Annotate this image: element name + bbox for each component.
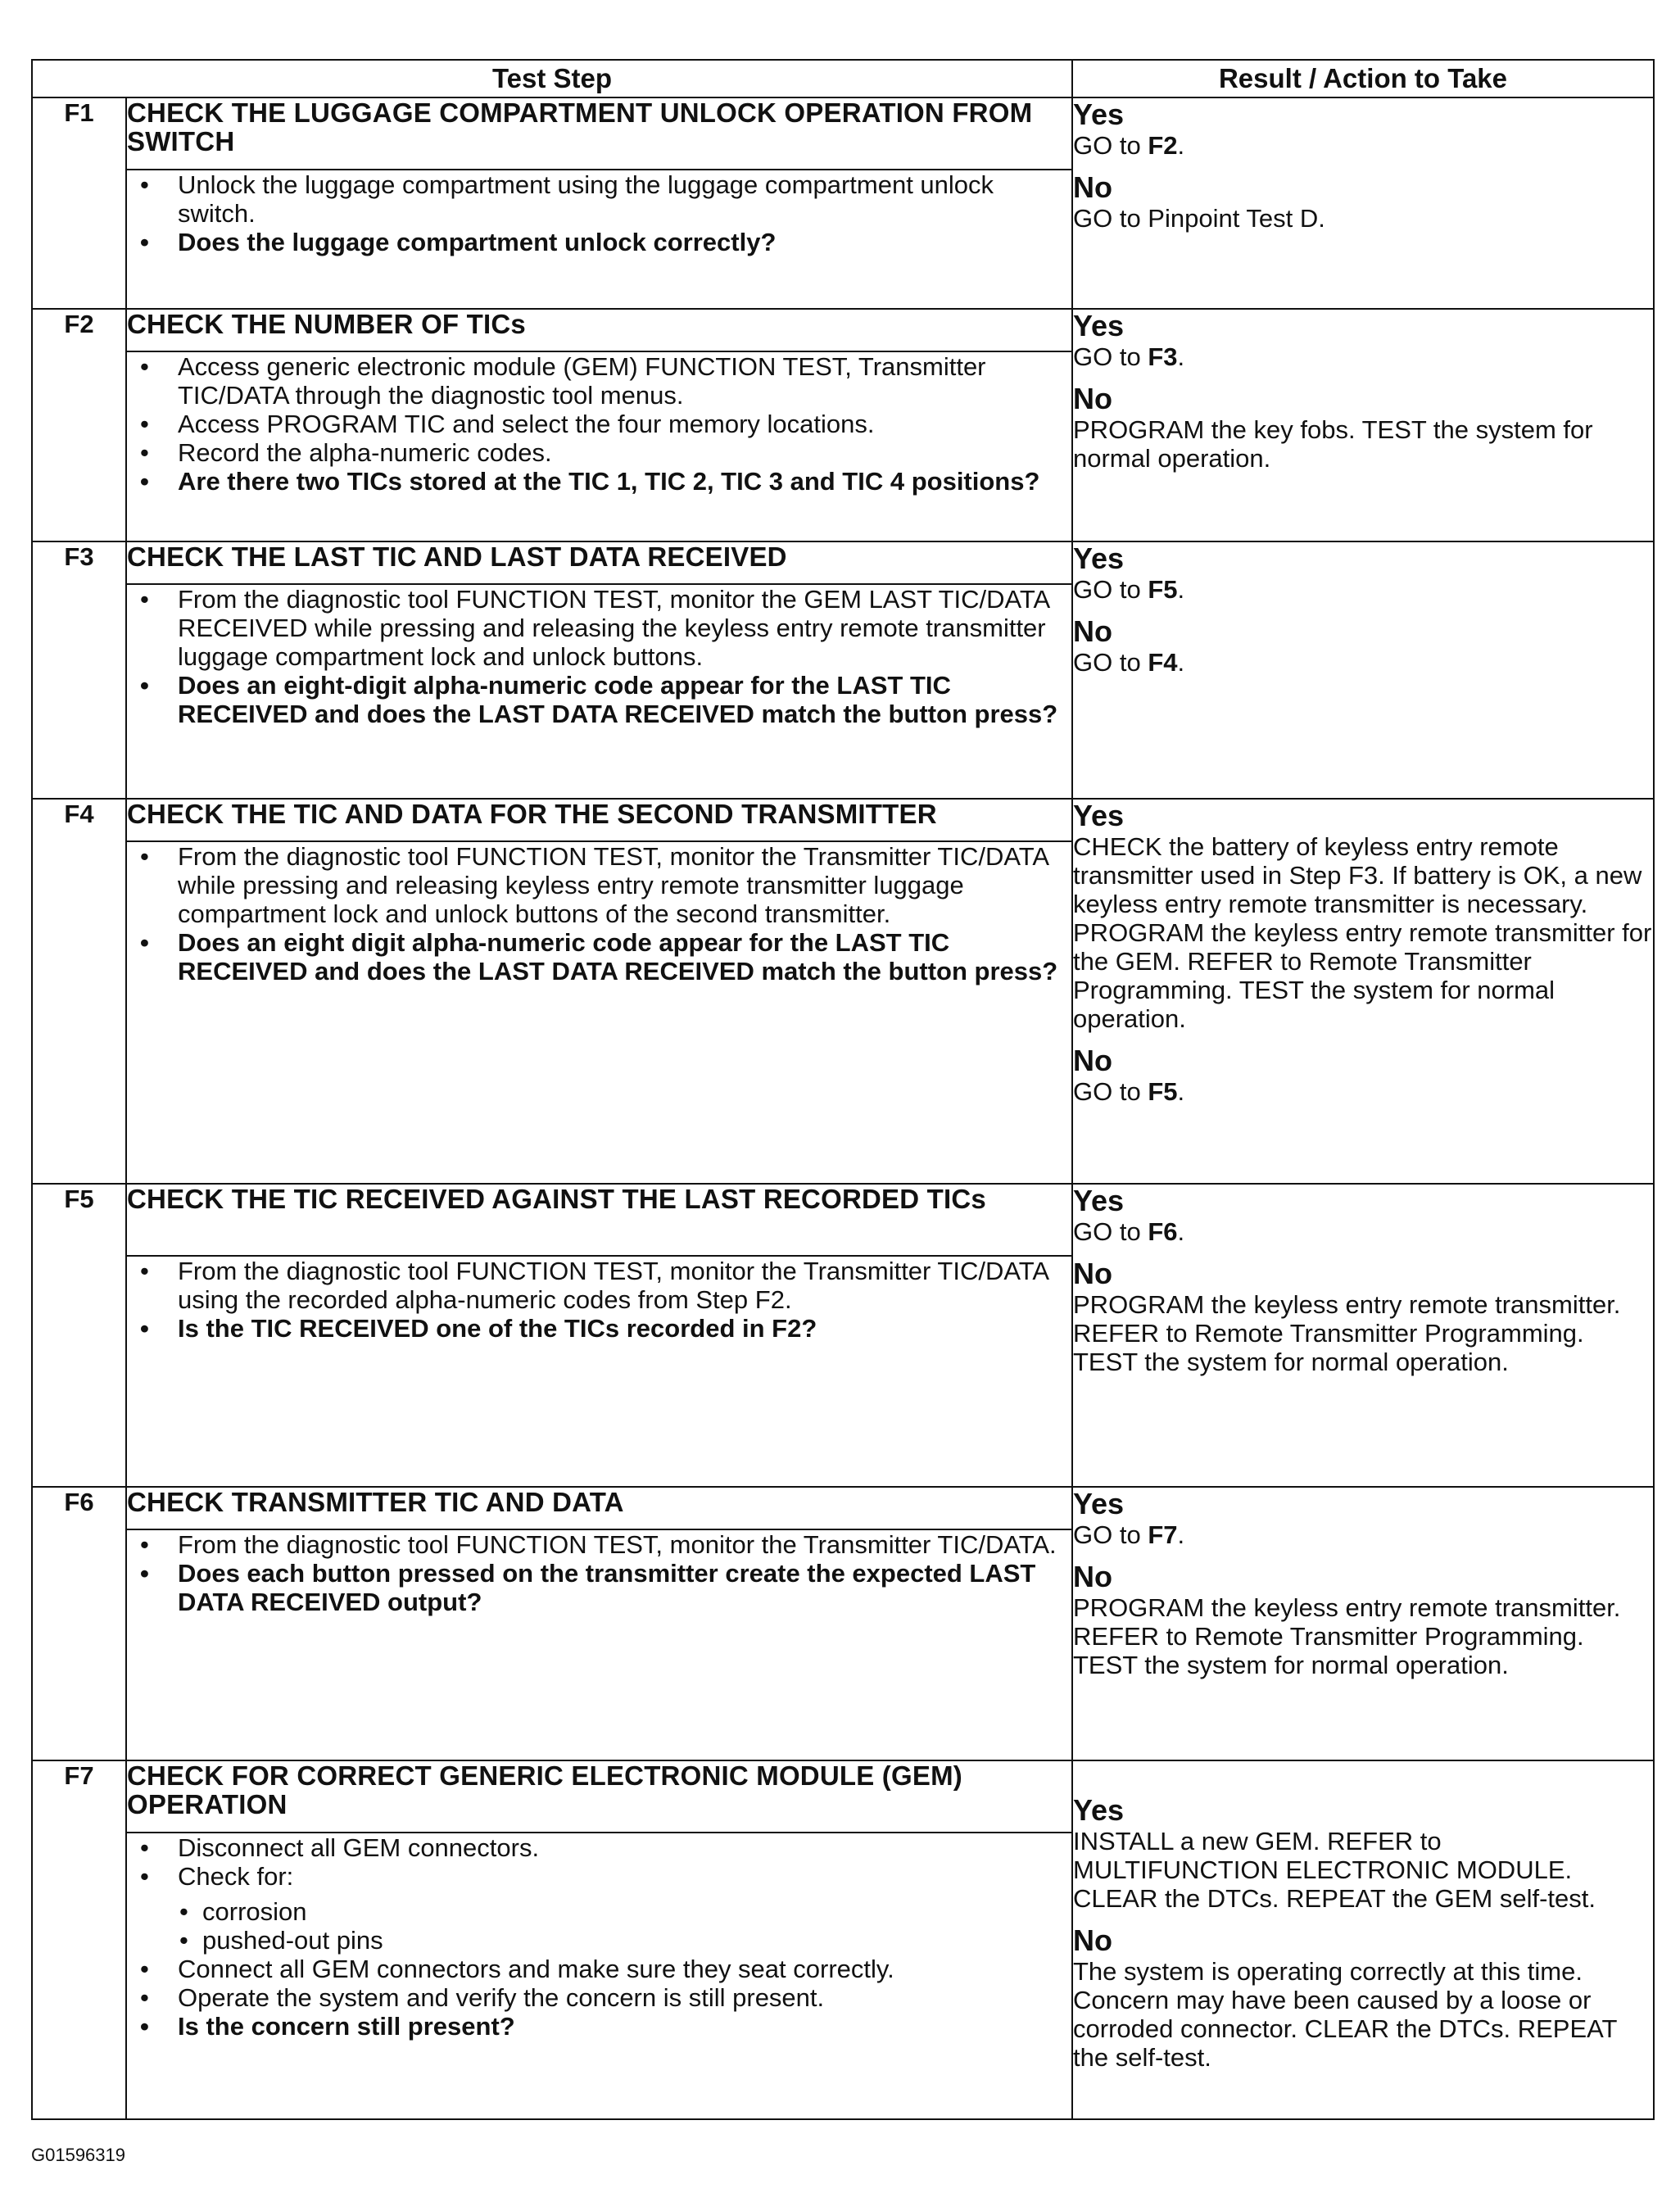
step-result bbox=[1072, 309, 1654, 541]
step-title-row bbox=[32, 1184, 1654, 1256]
result-yes-action: CHECK the battery of keyless entry remote transmitter used in Step F3. If battery is OK, a new keyless entry remote transmitter is necessary. PROGRAM the keyless entry remote transmitter for the GEM. REFER to Remote Transmitter Programming. TEST the system for normal operation. bbox=[1073, 832, 1652, 1033]
step-instructions bbox=[126, 351, 1072, 541]
step-question bbox=[127, 671, 1071, 728]
step-result bbox=[1072, 1760, 1654, 2119]
sub-bullet: • corrosion bbox=[178, 1897, 1071, 1926]
step-question bbox=[127, 928, 1071, 985]
result-yes-punct: . bbox=[1177, 131, 1185, 160]
steps-body bbox=[32, 97, 1654, 2119]
bullet-text: From the diagnostic tool FUNCTION TEST, monitor the Transmitter TIC/DATA. bbox=[178, 1530, 1057, 1559]
step-title-row bbox=[32, 309, 1654, 351]
result-no-punct: . bbox=[1177, 1077, 1185, 1106]
step-bullet-list bbox=[127, 585, 1071, 728]
result-yes-label: Yes bbox=[1073, 799, 1125, 832]
step-question bbox=[127, 1314, 1071, 1343]
step-bullet bbox=[127, 352, 1071, 410]
step-question bbox=[127, 228, 1071, 256]
sub-bullet-list bbox=[178, 1897, 1071, 1955]
result-no-text bbox=[1073, 1593, 1653, 1679]
result-yes-text bbox=[1073, 575, 1653, 604]
step-title: CHECK FOR CORRECT GENERIC ELECTRONIC MODULE (GEM) OPERATION bbox=[126, 1760, 1072, 1833]
step-result bbox=[1072, 541, 1654, 799]
step-bullet-list bbox=[127, 1257, 1071, 1343]
step-bullet bbox=[127, 842, 1071, 928]
step-instructions bbox=[126, 1256, 1072, 1487]
step-bullet-list bbox=[127, 1530, 1071, 1616]
result-yes-label: Yes bbox=[1073, 1793, 1125, 1827]
result-yes-label: Yes bbox=[1073, 541, 1125, 575]
step-instructions bbox=[126, 584, 1072, 799]
result-no-action: GO to bbox=[1073, 648, 1148, 677]
step-id: F3 bbox=[32, 541, 126, 799]
result-no-label: No bbox=[1073, 614, 1112, 648]
step-bullet bbox=[127, 1530, 1071, 1559]
step-bullet bbox=[127, 1983, 1071, 2012]
result-no-punct: . bbox=[1177, 648, 1185, 677]
result-yes-text bbox=[1073, 832, 1653, 1033]
result-no-text bbox=[1073, 648, 1653, 677]
bullet-text: From the diagnostic tool FUNCTION TEST, monitor the Transmitter TIC/DATA while pressing and releasing keyless entry remote transmitter luggage compartment lock and unlock buttons of the second transmitter. bbox=[178, 842, 1048, 928]
result-yes-action: GO to bbox=[1073, 342, 1148, 371]
step-title-row bbox=[32, 97, 1654, 170]
result-yes-text bbox=[1073, 131, 1653, 160]
step-bullet-list bbox=[127, 352, 1071, 496]
result-no-ref: F5 bbox=[1148, 1077, 1178, 1106]
step-bullet bbox=[127, 1257, 1071, 1314]
figure-id: G01596319 bbox=[31, 2145, 125, 2165]
result-yes-text bbox=[1073, 1217, 1653, 1246]
result-yes-action: GO to bbox=[1073, 1520, 1148, 1549]
step-id: F2 bbox=[32, 309, 126, 541]
result-no-label: No bbox=[1073, 1257, 1112, 1290]
step-id: F6 bbox=[32, 1487, 126, 1760]
step-title: CHECK THE LUGGAGE COMPARTMENT UNLOCK OPERATION FROM SWITCH bbox=[126, 97, 1072, 170]
step-id: F4 bbox=[32, 799, 126, 1184]
bullet-text: Does the luggage compartment unlock correctly? bbox=[178, 228, 777, 256]
result-no-action: GO to bbox=[1073, 1077, 1148, 1106]
result-no-action: PROGRAM the key fobs. TEST the system for normal operation. bbox=[1073, 415, 1593, 473]
result-no-text bbox=[1073, 1957, 1653, 2072]
step-title: CHECK THE LAST TIC AND LAST DATA RECEIVED bbox=[126, 541, 1072, 584]
bullet-text: Is the TIC RECEIVED one of the TICs recorded in F2? bbox=[178, 1314, 817, 1343]
result-yes-punct: . bbox=[1177, 575, 1185, 604]
step-result bbox=[1072, 1487, 1654, 1760]
step-result bbox=[1072, 97, 1654, 309]
table-header-row bbox=[32, 60, 1654, 97]
step-title-row bbox=[32, 1487, 1654, 1529]
result-yes-text bbox=[1073, 1827, 1653, 1913]
bullet-text: From the diagnostic tool FUNCTION TEST, monitor the Transmitter TIC/DATA using the recorded alpha-numeric codes from Step F2. bbox=[178, 1257, 1048, 1314]
step-instructions bbox=[126, 170, 1072, 309]
step-result bbox=[1072, 799, 1654, 1184]
result-no-text bbox=[1073, 1290, 1653, 1376]
bullet-text: Unlock the luggage compartment using the luggage compartment unlock switch. bbox=[178, 170, 994, 228]
result-no-text bbox=[1073, 204, 1653, 233]
step-title: CHECK THE NUMBER OF TICs bbox=[126, 309, 1072, 351]
step-question bbox=[127, 2012, 1071, 2041]
pinpoint-test-table bbox=[31, 59, 1655, 2120]
step-bullet bbox=[127, 1833, 1071, 1862]
result-no-action: PROGRAM the keyless entry remote transmitter. REFER to Remote Transmitter Programming. TEST the system for normal operation. bbox=[1073, 1290, 1621, 1376]
test-step-header: Test Step bbox=[32, 60, 1072, 97]
result-no-label: No bbox=[1073, 1044, 1112, 1077]
bullet-text: From the diagnostic tool FUNCTION TEST, monitor the GEM LAST TIC/DATA RECEIVED while pressing and releasing the keyless entry remote transmitter luggage compartment lock and unlock buttons. bbox=[178, 585, 1049, 671]
result-yes-ref: F7 bbox=[1148, 1520, 1178, 1549]
bullet-text: Connect all GEM connectors and make sure they seat correctly. bbox=[178, 1955, 894, 1983]
result-header: Result / Action to Take bbox=[1072, 60, 1654, 97]
step-bullet bbox=[127, 1955, 1071, 1983]
step-bullet bbox=[127, 1862, 1071, 1955]
result-no-label: No bbox=[1073, 1923, 1112, 1957]
bullet-text: Check for: bbox=[178, 1862, 294, 1891]
result-no-label: No bbox=[1073, 170, 1112, 204]
result-yes-ref: F3 bbox=[1148, 342, 1178, 371]
step-bullet bbox=[127, 170, 1071, 228]
step-id: F1 bbox=[32, 97, 126, 309]
result-yes-label: Yes bbox=[1073, 1184, 1125, 1217]
result-no-action: GO to Pinpoint Test D. bbox=[1073, 204, 1325, 233]
result-no-action: The system is operating correctly at this time. Concern may have been caused by a loose or corroded connector. CLEAR the DTCs. REPEAT the self-test. bbox=[1073, 1957, 1617, 2072]
result-no-ref: F4 bbox=[1148, 648, 1178, 677]
bullet-text: Does an eight-digit alpha-numeric code appear for the LAST TIC RECEIVED and does the LAST DATA RECEIVED match the button press? bbox=[178, 671, 1058, 728]
bullet-text: Access PROGRAM TIC and select the four memory locations. bbox=[178, 410, 875, 438]
step-bullet bbox=[127, 438, 1071, 467]
step-bullet bbox=[127, 410, 1071, 438]
step-bullet bbox=[127, 585, 1071, 671]
result-no-action: PROGRAM the keyless entry remote transmitter. REFER to Remote Transmitter Programming. TEST the system for normal operation. bbox=[1073, 1593, 1621, 1679]
result-yes-action: GO to bbox=[1073, 131, 1148, 160]
bullet-text: Is the concern still present? bbox=[178, 2012, 515, 2041]
result-yes-label: Yes bbox=[1073, 97, 1125, 131]
step-title: CHECK THE TIC AND DATA FOR THE SECOND TRANSMITTER bbox=[126, 799, 1072, 841]
result-no-label: No bbox=[1073, 1560, 1112, 1593]
step-bullet-list bbox=[127, 1833, 1071, 2041]
result-yes-ref: F2 bbox=[1148, 131, 1178, 160]
step-title-row bbox=[32, 799, 1654, 841]
result-yes-ref: F6 bbox=[1148, 1217, 1178, 1246]
bullet-text: Are there two TICs stored at the TIC 1, TIC 2, TIC 3 and TIC 4 positions? bbox=[178, 467, 1040, 496]
result-yes-ref: F5 bbox=[1148, 575, 1178, 604]
step-instructions bbox=[126, 841, 1072, 1184]
result-yes-action: INSTALL a new GEM. REFER to MULTIFUNCTION ELECTRONIC MODULE. CLEAR the DTCs. REPEAT the GEM self-test. bbox=[1073, 1827, 1596, 1913]
step-title-row bbox=[32, 1760, 1654, 1833]
bullet-text: Does an eight digit alpha-numeric code appear for the LAST TIC RECEIVED and does the LAST DATA RECEIVED match the button press? bbox=[178, 928, 1058, 985]
step-result bbox=[1072, 1184, 1654, 1487]
result-no-text bbox=[1073, 415, 1653, 473]
bullet-text: Disconnect all GEM connectors. bbox=[178, 1833, 540, 1862]
step-question bbox=[127, 1559, 1071, 1616]
sub-bullet: • pushed-out pins bbox=[178, 1926, 1071, 1955]
step-question bbox=[127, 467, 1071, 496]
result-yes-action: GO to bbox=[1073, 575, 1148, 604]
result-yes-label: Yes bbox=[1073, 1487, 1125, 1520]
bullet-text: Access generic electronic module (GEM) FUNCTION TEST, Transmitter TIC/DATA through the diagnostic tool menus. bbox=[178, 352, 986, 410]
result-yes-text bbox=[1073, 342, 1653, 371]
result-yes-action: GO to bbox=[1073, 1217, 1148, 1246]
result-yes-label: Yes bbox=[1073, 309, 1125, 342]
result-yes-punct: . bbox=[1177, 342, 1185, 371]
step-instructions bbox=[126, 1833, 1072, 2119]
result-yes-punct: . bbox=[1177, 1217, 1185, 1246]
step-id: F5 bbox=[32, 1184, 126, 1487]
step-title: CHECK TRANSMITTER TIC AND DATA bbox=[126, 1487, 1072, 1529]
bullet-text: Does each button pressed on the transmitter create the expected LAST DATA RECEIVED output? bbox=[178, 1559, 1036, 1616]
step-title-row bbox=[32, 541, 1654, 584]
result-yes-text bbox=[1073, 1520, 1653, 1549]
result-no-text bbox=[1073, 1077, 1653, 1106]
step-bullet-list bbox=[127, 170, 1071, 256]
bullet-text: Operate the system and verify the concern is still present. bbox=[178, 1983, 825, 2012]
result-yes-punct: . bbox=[1177, 1520, 1185, 1549]
step-id: F7 bbox=[32, 1760, 126, 2119]
step-bullet-list bbox=[127, 842, 1071, 985]
result-no-label: No bbox=[1073, 382, 1112, 415]
step-instructions bbox=[126, 1529, 1072, 1760]
step-title: CHECK THE TIC RECEIVED AGAINST THE LAST RECORDED TICs bbox=[126, 1184, 1072, 1256]
bullet-text: Record the alpha-numeric codes. bbox=[178, 438, 552, 467]
